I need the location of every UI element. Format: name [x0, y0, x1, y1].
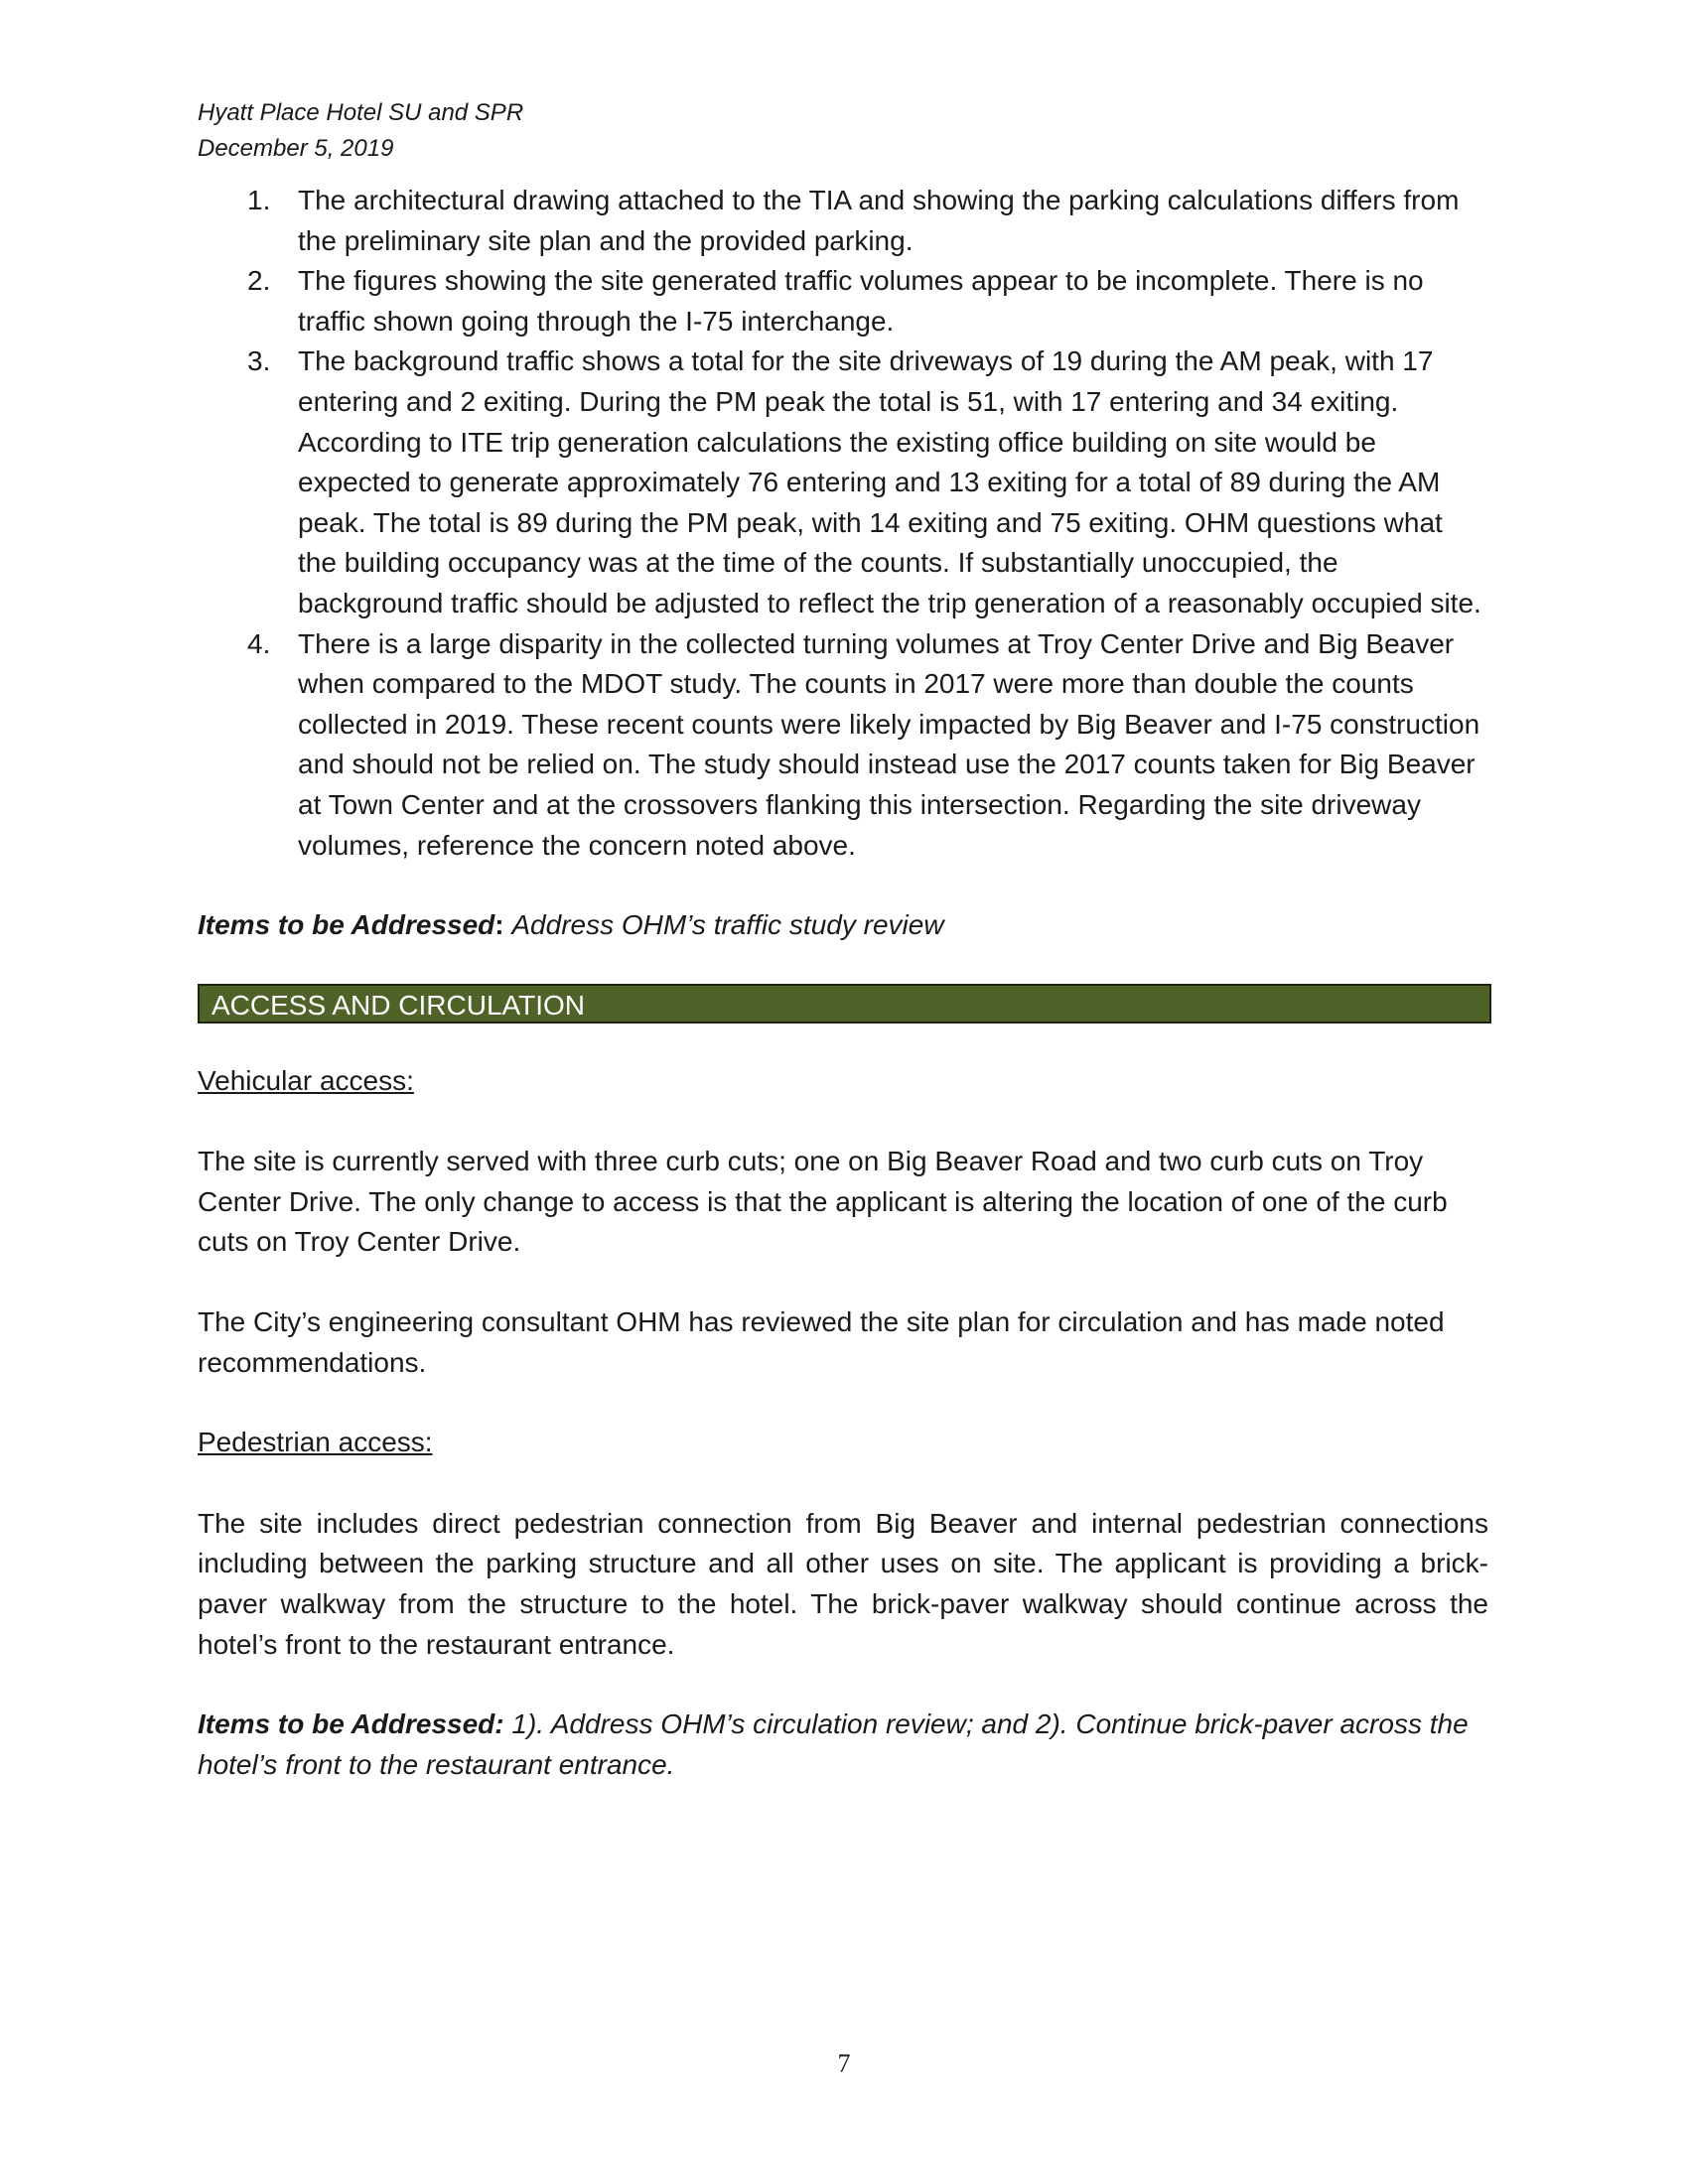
list-item-text: There is a large disparity in the collected turning volumes at Troy Center Drive and Big Beaver when compared to the MDOT study. The counts in 2017 were more than double the counts collected in 2019. These recent counts were likely impacted by Big Beaver and I-75 construction and should not be relied on. The study should instead use the 2017 counts taken for Big Beaver at Town Center and at the crossovers flanking this intersection. Regarding the site driveway volumes, reference the concern noted above. [298, 627, 1480, 861]
document-date: December 5, 2019 [198, 135, 394, 162]
items-text: 1). Address OHM’s circulation review; and 2). Continue brick-paver across the hotel’s front to the restaurant entrance. [198, 1708, 1469, 1780]
list-item [198, 261, 1488, 341]
list-item-number: 3. [247, 345, 271, 377]
traffic-review-list [198, 181, 1488, 866]
items-separator: : [494, 909, 512, 941]
list-item [198, 624, 1488, 867]
page-number: 7 [837, 2049, 851, 2078]
section-heading-bar [198, 984, 1491, 1024]
items-to-address-circulation [198, 1705, 1488, 1785]
list-item-number: 2. [247, 265, 271, 297]
items-label: Items to be Addressed: [198, 1708, 504, 1740]
vehicular-access-paragraph: The site is currently served with three curb cuts; one on Big Beaver Road and two curb cuts on Troy Center Drive. The only change to access is that the applicant is altering the location of one of the curb cuts on Troy Center Drive. [198, 1146, 1448, 1258]
engineering-review-paragraph: The City’s engineering consultant OHM has reviewed the site plan for circulation and has made noted recommendations. [198, 1306, 1445, 1378]
document-title: Hyatt Place Hotel SU and SPR [198, 99, 524, 126]
list-item-text: The architectural drawing attached to the TIA and showing the parking calculations differs from the preliminary site plan and the provided parking. [298, 185, 1460, 256]
list-item-text: The figures showing the site generated traffic volumes appear to be incomplete. There is no traffic shown going through the I-75 interchange. [298, 265, 1424, 337]
list-item-number: 1. [247, 185, 271, 215]
list-item-number: 4. [247, 627, 271, 659]
items-text: Address OHM’s traffic study review [511, 909, 944, 941]
list-item [198, 341, 1488, 623]
vehicular-access-heading: Vehicular access: [198, 1064, 414, 1096]
document-page [198, 95, 1488, 1785]
items-label: Items to be Addressed [198, 909, 495, 941]
section-title: ACCESS AND CIRCULATION [211, 989, 585, 1021]
list-item-text: The background traffic shows a total for the site driveways of 19 during the AM peak, with 17 entering and 2 exiting. During the PM peak the total is 51, with 17 entering and 34 exiting. According to ITE trip generation calculations the existing office building on site would be expected to generate approximately 76 entering and 13 exiting for a total of 89 during the AM peak. The total is 89 during the PM peak, with 14 exiting and 75 exiting. OHM questions what the building occupancy was at the time of the counts. If substantially unoccupied, the background traffic should be adjusted to reflect the trip generation of a reasonably occupied site. [298, 345, 1481, 618]
list-item [198, 181, 1488, 261]
items-to-address-traffic [198, 905, 1488, 946]
pedestrian-access-paragraph: The site includes direct pedestrian connection from Big Beaver and internal pedestrian connections including between the parking structure and all other uses on site. The applicant is providing a brick-paver walkway from the structure to the hotel. The brick-paver walkway should continue across the hotel’s front to the restaurant entrance. [198, 1507, 1488, 1660]
pedestrian-access-heading: Pedestrian access: [198, 1427, 433, 1458]
